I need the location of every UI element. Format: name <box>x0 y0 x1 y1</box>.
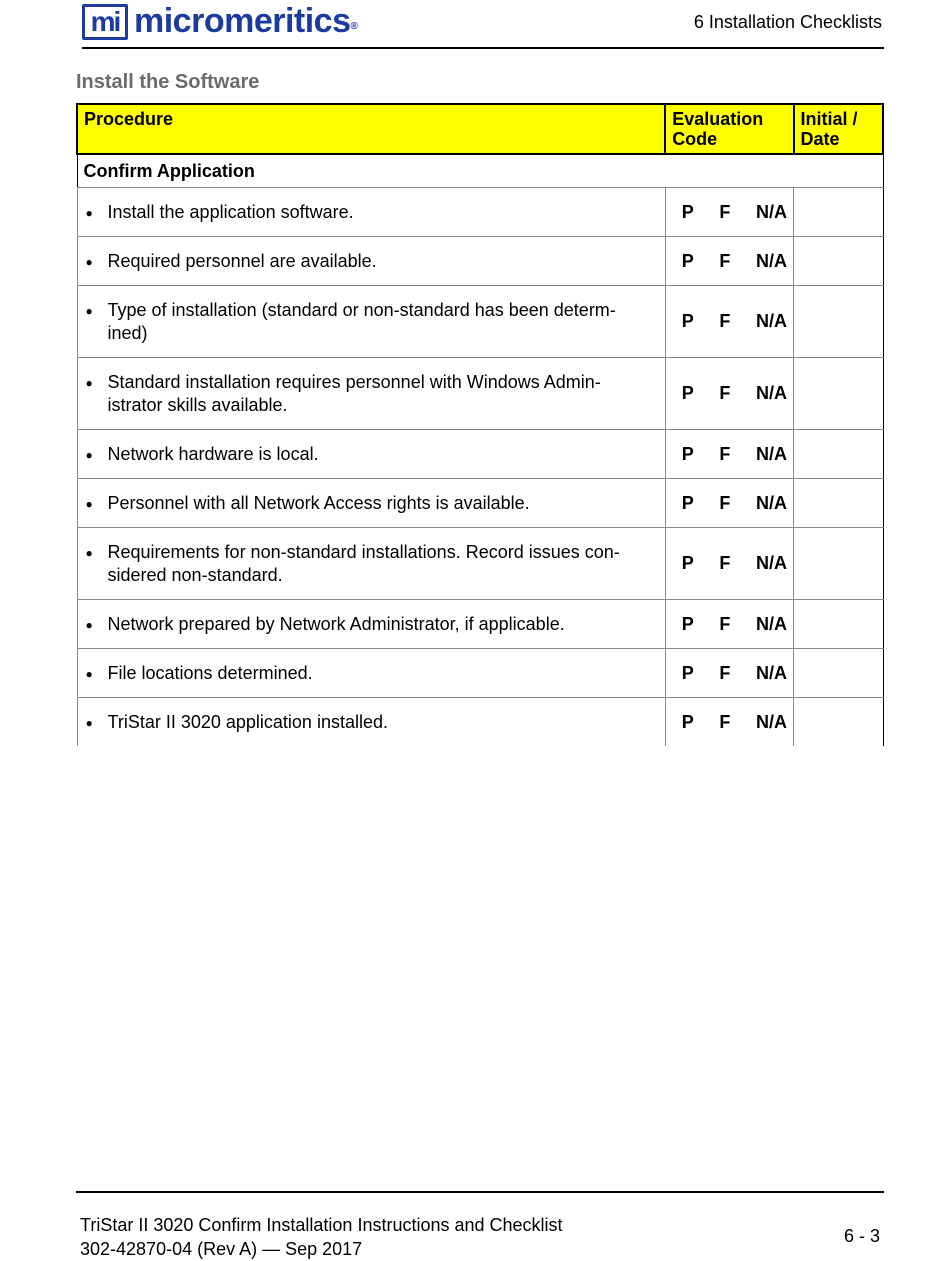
procedure-text: Network prepared by Network Administrator, if applicable. <box>107 613 565 634</box>
bullet-icon: ● <box>85 254 93 269</box>
initial-date-cell[interactable] <box>794 698 883 747</box>
initial-date-cell[interactable] <box>794 358 883 430</box>
checklist-row <box>77 358 883 430</box>
evaluation-code-cell[interactable] <box>665 479 793 528</box>
evaluation-code-option[interactable]: N/A <box>756 383 788 403</box>
evaluation-code-cell[interactable] <box>665 698 793 747</box>
initial-date-cell[interactable] <box>794 188 883 237</box>
evaluation-code-cell[interactable] <box>665 237 793 286</box>
registered-mark: ® <box>350 21 358 32</box>
evaluation-code-option[interactable]: F <box>719 383 731 403</box>
procedure-text: Required personnel are available. <box>107 250 377 271</box>
initial-date-cell[interactable] <box>794 528 883 600</box>
evaluation-code-option[interactable]: P <box>681 662 694 683</box>
procedure-cell <box>77 237 665 286</box>
evaluation-code-option[interactable]: F <box>719 662 731 683</box>
column-header-initial-date: Initial / Date <box>794 104 883 154</box>
evaluation-code-option[interactable]: N/A <box>756 311 788 331</box>
logo-mark-icon: mi <box>82 4 128 40</box>
evaluation-code-option[interactable]: P <box>681 443 694 464</box>
chapter-title: 6 Installation Checklists <box>693 12 882 32</box>
evaluation-code-option[interactable]: N/A <box>756 553 788 573</box>
column-header-procedure: Procedure <box>77 104 665 154</box>
bullet-icon: ● <box>85 545 93 560</box>
checklist-row <box>77 286 883 358</box>
procedure-text: Standard installation requires personnel with Windows Admin- istrator skills available. <box>107 371 601 415</box>
footer-divider <box>76 1191 884 1193</box>
initial-date-cell[interactable] <box>794 600 883 649</box>
page-number: 6 - 3 <box>843 1226 880 1246</box>
evaluation-code-option[interactable]: N/A <box>756 492 788 513</box>
procedure-cell <box>77 698 665 747</box>
section-title: Install the Software <box>76 71 260 93</box>
micromeritics-logo <box>82 2 357 42</box>
bullet-icon: ● <box>85 715 93 730</box>
bullet-icon: ● <box>85 617 93 632</box>
bullet-icon: ● <box>85 205 93 220</box>
initial-date-cell[interactable] <box>794 237 883 286</box>
evaluation-code-option[interactable]: N/A <box>756 711 788 732</box>
initial-date-cell[interactable] <box>794 649 883 698</box>
procedure-cell <box>77 430 665 479</box>
checklist-row <box>77 600 883 649</box>
procedure-text: Personnel with all Network Access rights is available. <box>107 492 530 513</box>
column-header-evaluation-code: Evaluation Code <box>665 104 793 154</box>
initial-date-cell[interactable] <box>794 286 883 358</box>
evaluation-code-option[interactable]: F <box>719 250 731 271</box>
procedure-text: File locations determined. <box>107 662 313 683</box>
evaluation-code-option[interactable]: P <box>681 311 694 331</box>
evaluation-code-option[interactable]: P <box>681 383 694 403</box>
checklist-row <box>77 649 883 698</box>
group-label: Confirm Application <box>77 154 883 188</box>
procedure-text: Install the application software. <box>107 201 354 222</box>
bullet-icon: ● <box>85 666 93 681</box>
procedure-cell <box>77 286 665 358</box>
table-header-row <box>77 104 883 154</box>
bullet-icon: ● <box>85 375 93 390</box>
evaluation-code-option[interactable]: F <box>719 201 731 222</box>
evaluation-code-cell[interactable] <box>665 600 793 649</box>
page-header <box>82 0 884 50</box>
evaluation-code-option[interactable]: N/A <box>756 201 788 222</box>
initial-date-cell[interactable] <box>794 479 883 528</box>
evaluation-code-cell[interactable] <box>665 286 793 358</box>
procedure-cell <box>77 600 665 649</box>
bullet-icon: ● <box>85 447 93 462</box>
procedure-text: Type of installation (standard or non-standard has been determ- ined) <box>107 299 616 343</box>
checklist-row <box>77 698 883 747</box>
evaluation-code-cell[interactable] <box>665 188 793 237</box>
evaluation-code-option[interactable]: P <box>681 553 694 573</box>
checklist-row <box>77 430 883 479</box>
evaluation-code-option[interactable]: P <box>681 201 694 222</box>
footer-document-info <box>80 1213 563 1261</box>
group-row <box>77 154 883 188</box>
evaluation-code-cell[interactable] <box>665 528 793 600</box>
logo-wordmark: micromeritics <box>134 2 351 40</box>
evaluation-code-option[interactable]: P <box>681 492 694 513</box>
evaluation-code-option[interactable]: N/A <box>756 443 788 464</box>
procedure-cell <box>77 479 665 528</box>
checklist-row <box>77 237 883 286</box>
evaluation-code-option[interactable]: F <box>719 613 731 634</box>
footer-doc-title: TriStar II 3020 Confirm Installation Instructions and Checklist <box>80 1215 563 1235</box>
initial-date-cell[interactable] <box>794 430 883 479</box>
evaluation-code-option[interactable]: P <box>681 711 694 732</box>
evaluation-code-option[interactable]: P <box>681 250 694 271</box>
evaluation-code-option[interactable]: N/A <box>756 250 788 271</box>
checklist-row <box>77 528 883 600</box>
procedure-text: Requirements for non-standard installations. Record issues con- sidered non-standard. <box>107 541 620 585</box>
procedure-text: TriStar II 3020 application installed. <box>107 711 388 732</box>
evaluation-code-cell[interactable] <box>665 649 793 698</box>
evaluation-code-option[interactable]: F <box>719 553 731 573</box>
evaluation-code-option[interactable]: P <box>681 613 694 634</box>
evaluation-code-option[interactable]: F <box>719 492 731 513</box>
evaluation-code-cell[interactable] <box>665 358 793 430</box>
bullet-icon: ● <box>85 496 93 511</box>
header-divider <box>82 47 884 49</box>
evaluation-code-option[interactable]: F <box>719 311 731 331</box>
procedure-cell <box>77 528 665 600</box>
footer-doc-number: 302-42870-04 (Rev A) — Sep 2017 <box>80 1239 363 1259</box>
procedure-cell <box>77 649 665 698</box>
bullet-icon: ● <box>85 303 93 318</box>
procedure-cell <box>77 358 665 430</box>
evaluation-code-option[interactable]: N/A <box>756 662 788 683</box>
checklist-row <box>77 479 883 528</box>
evaluation-code-option[interactable]: N/A <box>756 613 788 634</box>
evaluation-code-option[interactable]: F <box>719 443 731 464</box>
procedure-text: Network hardware is local. <box>107 443 319 464</box>
evaluation-code-cell[interactable] <box>665 430 793 479</box>
installation-checklist-table <box>76 103 884 746</box>
evaluation-code-option[interactable]: F <box>719 711 731 732</box>
procedure-cell <box>77 188 665 237</box>
checklist-row <box>77 188 883 237</box>
